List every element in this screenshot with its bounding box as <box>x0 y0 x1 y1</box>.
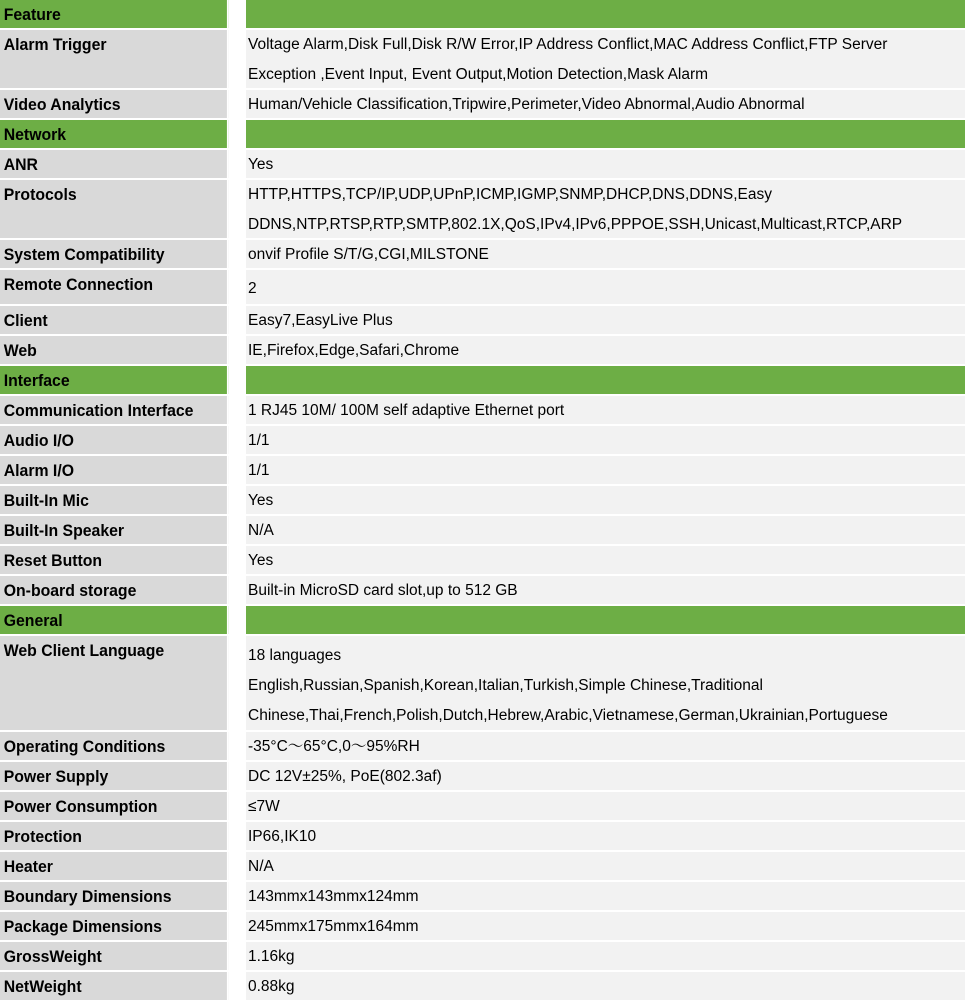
spec-row-audio-i-o <box>0 426 965 456</box>
spec-value <box>246 240 965 268</box>
spec-value <box>246 912 965 940</box>
spec-value-line: 18 languages <box>248 647 342 664</box>
spec-value-line: HTTP,HTTPS,TCP/IP,UDP,UPnP,ICMP,IGMP,SNMP,DHCP,DNS,DDNS,Easy <box>248 186 772 203</box>
spec-row-package-dimensions <box>0 912 965 942</box>
spec-row-on-board-storage <box>0 576 965 606</box>
section-fill <box>246 606 965 634</box>
spec-value-line: N/A <box>248 522 274 539</box>
spec-row-alarm-i-o <box>0 456 965 486</box>
spec-value-line: 2 <box>248 280 257 297</box>
spec-row-power-consumption <box>0 792 965 822</box>
spec-label: Web <box>0 336 229 364</box>
spec-value-line: Easy7,EasyLive Plus <box>248 312 393 329</box>
spec-label: Package Dimensions <box>0 912 229 940</box>
spec-value <box>246 396 965 424</box>
spec-label: Protection <box>0 822 229 850</box>
spec-label: Built-In Mic <box>0 486 229 514</box>
spec-value <box>246 942 965 970</box>
spec-label: Alarm I/O <box>0 456 229 484</box>
spec-value <box>246 306 965 334</box>
spec-value <box>246 546 965 574</box>
section-header-interface <box>0 366 965 396</box>
section-header-network <box>0 120 965 150</box>
spec-value <box>246 972 965 1000</box>
spec-row-protocols <box>0 180 965 240</box>
spec-row-power-supply <box>0 762 965 792</box>
spec-value-line: onvif Profile S/T/G,CGI,MILSTONE <box>248 246 489 263</box>
spec-value-line: ≤7W <box>248 798 280 815</box>
spec-row-operating-conditions <box>0 732 965 762</box>
spec-value-line: Exception ,Event Input, Event Output,Motion Detection,Mask Alarm <box>248 66 709 83</box>
spec-row-communication-interface <box>0 396 965 426</box>
spec-value <box>246 762 965 790</box>
spec-label: Power Supply <box>0 762 229 790</box>
spec-label: Remote Connection <box>0 270 229 304</box>
spec-row-boundary-dimensions <box>0 882 965 912</box>
section-header-general <box>0 606 965 636</box>
spec-label: Client <box>0 306 229 334</box>
section-fill <box>246 0 965 28</box>
spec-value-line: Chinese,Thai,French,Polish,Dutch,Hebrew,Arabic,Vietnamese,German,Ukrainian,Portuguese <box>248 707 888 724</box>
spec-value-line: Built-in MicroSD card slot,up to 512 GB <box>248 582 518 599</box>
spec-value-line: 1.16kg <box>248 948 295 965</box>
spec-value <box>246 792 965 820</box>
spec-value-line: DDNS,NTP,RTSP,RTP,SMTP,802.1X,QoS,IPv4,IPv6,PPPOE,SSH,Unicast,Multicast,RTCP,ARP <box>248 216 903 233</box>
spec-row-protection <box>0 822 965 852</box>
spec-row-web <box>0 336 965 366</box>
spec-value <box>246 180 965 238</box>
spec-value-line: 1 RJ45 10M/ 100M self adaptive Ethernet port <box>248 402 565 419</box>
spec-row-grossweight <box>0 942 965 972</box>
spec-value-line: Yes <box>248 156 274 173</box>
spec-value <box>246 486 965 514</box>
spec-row-video-analytics <box>0 90 965 120</box>
spec-value <box>246 576 965 604</box>
spec-label: Web Client Language <box>0 636 229 730</box>
spec-value-line: 1/1 <box>248 462 270 479</box>
spec-label: Heater <box>0 852 229 880</box>
spec-value <box>246 426 965 454</box>
spec-value-line: DC 12V±25%, PoE(802.3af) <box>248 768 442 785</box>
spec-row-remote-connection <box>0 270 965 306</box>
spec-value-line: Yes <box>248 492 274 509</box>
spec-row-web-client-language <box>0 636 965 732</box>
spec-label: Audio I/O <box>0 426 229 454</box>
spec-label: Boundary Dimensions <box>0 882 229 910</box>
spec-value-line: IE,Firefox,Edge,Safari,Chrome <box>248 342 460 359</box>
spec-label: ANR <box>0 150 229 178</box>
spec-row-client <box>0 306 965 336</box>
section-title: Interface <box>0 366 229 394</box>
spec-row-system-compatibility <box>0 240 965 270</box>
spec-value-line: Voltage Alarm,Disk Full,Disk R/W Error,IP Address Conflict,MAC Address Conflict,FTP Server <box>248 36 888 53</box>
section-fill <box>246 120 965 148</box>
spec-value <box>246 636 965 730</box>
spec-row-netweight <box>0 972 965 1002</box>
spec-row-built-in-speaker <box>0 516 965 546</box>
spec-label: Video Analytics <box>0 90 229 118</box>
spec-label: On-board storage <box>0 576 229 604</box>
spec-value <box>246 882 965 910</box>
spec-label: Operating Conditions <box>0 732 229 760</box>
spec-label: Alarm Trigger <box>0 30 229 88</box>
spec-value <box>246 270 965 304</box>
spec-label: Built-In Speaker <box>0 516 229 544</box>
spec-value <box>246 456 965 484</box>
spec-row-anr <box>0 150 965 180</box>
spec-row-built-in-mic <box>0 486 965 516</box>
spec-value <box>246 336 965 364</box>
section-title: Network <box>0 120 229 148</box>
spec-value-line: 143mmx143mmx124mm <box>248 888 419 905</box>
section-title: General <box>0 606 229 634</box>
section-title: Feature <box>0 0 229 28</box>
spec-value-line: 245mmx175mmx164mm <box>248 918 419 935</box>
spec-value <box>246 30 965 88</box>
spec-value <box>246 90 965 118</box>
spec-label: System Compatibility <box>0 240 229 268</box>
spec-value-line: IP66,IK10 <box>248 828 317 845</box>
spec-label: Power Consumption <box>0 792 229 820</box>
spec-row-reset-button <box>0 546 965 576</box>
spec-label: Reset Button <box>0 546 229 574</box>
spec-value <box>246 150 965 178</box>
spec-value-line: N/A <box>248 858 274 875</box>
spec-row-alarm-trigger <box>0 30 965 90</box>
spec-value-line: -35°C～65°C,0～95%RH <box>248 738 420 755</box>
spec-value <box>246 852 965 880</box>
spec-label: Protocols <box>0 180 229 238</box>
spec-label: GrossWeight <box>0 942 229 970</box>
spec-value-line: Human/Vehicle Classification,Tripwire,Perimeter,Video Abnormal,Audio Abnormal <box>248 96 805 113</box>
spec-row-heater <box>0 852 965 882</box>
spec-value-line: English,Russian,Spanish,Korean,Italian,Turkish,Simple Chinese,Traditional <box>248 677 763 694</box>
spec-value <box>246 732 965 760</box>
spec-value <box>246 822 965 850</box>
section-fill <box>246 366 965 394</box>
spec-value <box>246 516 965 544</box>
spec-label: Communication Interface <box>0 396 229 424</box>
spec-value-line: 0.88kg <box>248 978 295 995</box>
section-header-feature <box>0 0 965 30</box>
spec-label: NetWeight <box>0 972 229 1000</box>
spec-value-line: Yes <box>248 552 274 569</box>
spec-value-line: 1/1 <box>248 432 270 449</box>
